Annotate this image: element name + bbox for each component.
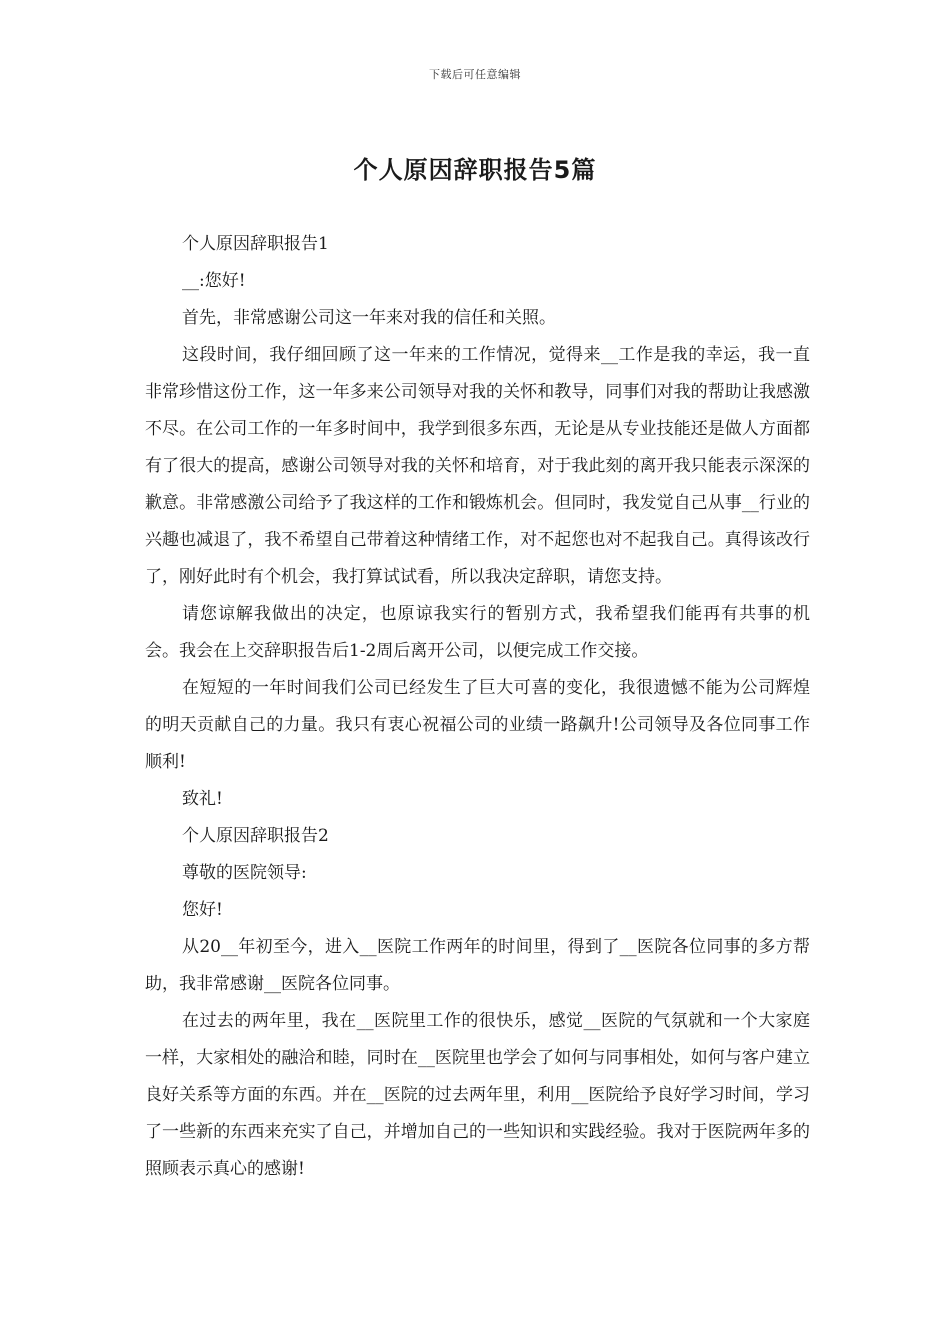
document-title: 个人原因辞职报告5篇 [353, 156, 597, 184]
paragraph: 这段时间，我仔细回顾了这一年来的工作情况，觉得来__工作是我的幸运，我一直非常珍惜这份工作，这一年多来公司领导对我的关怀和教导，同事们对我的帮助让我感激不尽。在公司工作的一年多时间中，我学到很多东西，无论是从专业技能还是做人方面都有了很大的提高，感谢公司领导对我的关怀和培育，对于我此刻的离开我只能表示深深的歉意。非常感激公司给予了我这样的工作和锻炼机会。但同时，我发觉自己从事__行业的兴趣也减退了，我不希望自己带着这种情绪工作，对不起您也对不起我自己。真得该改行了，刚好此时有个机会，我打算试试看，所以我决定辞职，请您支持。 [145, 345, 810, 587]
paragraph: 在短短的一年时间我们公司已经发生了巨大可喜的变化，我很遗憾不能为公司辉煌的明天贡献自己的力量。我只有衷心祝福公司的业绩一路飙升!公司领导及各位同事工作顺利! [145, 678, 810, 772]
paragraph: 在过去的两年里，我在__医院里工作的很快乐，感觉__医院的气氛就和一个大家庭一样，大家相处的融洽和睦，同时在__医院里也学会了如何与同事相处，如何与客户建立良好关系等方面的东西。并在__医院的过去两年里，利用__医院给予良好学习时间，学习了一些新的东西来充实了自己，并增加自己的一些知识和实践经验。我对于医院两年多的照顾表示真心的感谢! [145, 1011, 810, 1179]
salutation: 尊敬的医院领导: [182, 863, 307, 883]
section-heading-2: 个人原因辞职报告2 [182, 826, 329, 846]
paragraph: 首先，非常感谢公司这一年来对我的信任和关照。 [182, 308, 556, 328]
header-note: 下载后可任意编辑 [429, 68, 521, 81]
salutation: __:您好! [182, 271, 246, 291]
paragraph: 从20__年初至今，进入__医院工作两年的时间里，得到了__医院各位同事的多方帮助，我非常感谢__医院各位同事。 [145, 937, 810, 994]
paragraph: 请您谅解我做出的决定，也原谅我实行的暂别方式，我希望我们能再有共事的机会。我会在上交辞职报告后1-2周后离开公司，以便完成工作交接。 [145, 604, 810, 661]
closing: 致礼! [182, 789, 223, 809]
greeting: 您好! [182, 900, 223, 920]
document-body [145, 226, 810, 1188]
section-heading-1: 个人原因辞职报告1 [182, 234, 329, 254]
